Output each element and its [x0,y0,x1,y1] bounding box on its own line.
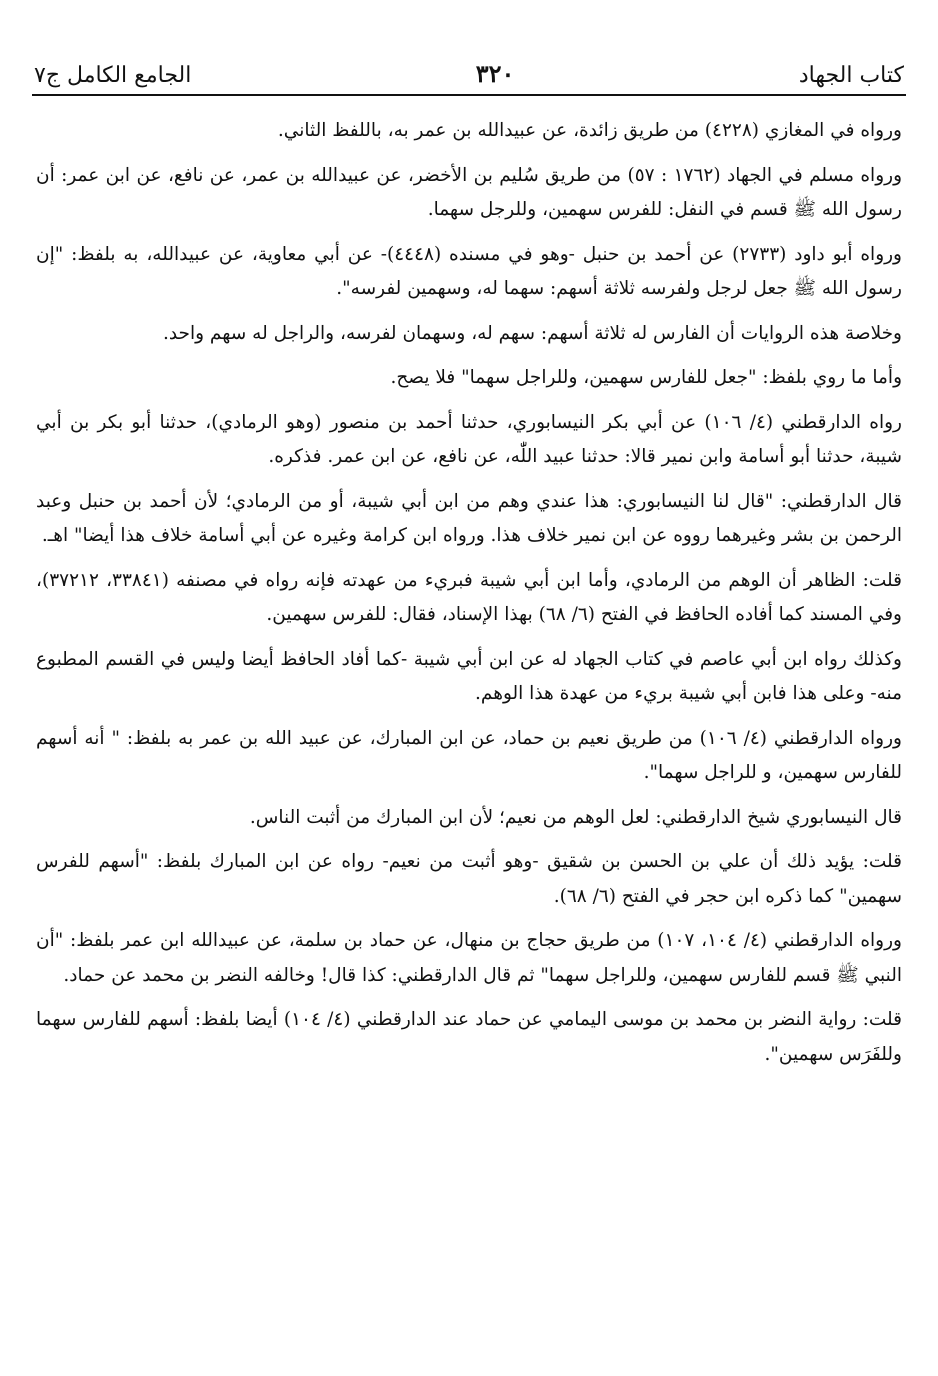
paragraph: وخلاصة هذه الروايات أن الفارس له ثلاثة أسهم: سهم له، وسهمان لفرسه، والراجل له سهم واحد. [162,322,902,344]
paragraph: ورواه الدارقطني (٤/ ١٠٦) من طريق نعيم بن حماد، عن ابن المبارك، عن عبيد الله بن عمر به بلفظ: " أنه أسهم للفارس سهمين، و للراجل سهما". [36,727,902,783]
book-title: الجامع الكامل ج٧ [34,63,192,88]
paragraph: قال الدارقطني: "قال لنا النيسابوري: هذا عندي وهم من ابن أبي شيبة، أو من الرمادي؛ لأن أحمد بن حنبل وعبد الرحمن بن بشر وغيرهما رووه عن ابن نمير خلاف هذا. ورواه ابن كرامة وغيره عن أبي أسامة خلاف هذا أيضا" اهـ. [36,490,902,546]
paragraph: ورواه الدارقطني (٤/ ١٠٤، ١٠٧) من طريق حجاج بن منهال، عن حماد بن سلمة، عن عبيدالله ابن عمر بلفظ: "أن النبي ﷺ قسم للفارس سهمين، وللراجل سهما" ثم قال الدارقطني: كذا قال! وخالفه النضر بن محمد عن حماد. [36,930,902,986]
paragraph: قلت: الظاهر أن الوهم من الرمادي، وأما ابن أبي شيبة فبريء من عهدته فإنه رواه في مصنفه (٣٣٨٤١، ٣٧٢١٢)، وفي المسند كما أفاده الحافظ في الفتح (٦/ ٦٨) بهذا الإسناد، فقال: للفرس سهمين. [36,569,902,625]
chapter-title: كتاب الجهاد [798,63,904,88]
paragraph: ورواه أبو داود (٢٧٣٣) عن أحمد بن حنبل -وهو في مسنده (٤٤٤٨)- عن أبي معاوية، عن عبيدالله، به بلفظ: "إن رسول الله ﷺ جعل لرجل ولفرسه ثلاثة أسهم: سهما له، وسهمين لفرسه". [36,243,902,299]
paragraph: قلت: رواية النضر بن محمد بن موسى اليمامي عن حماد عند الدارقطني (٤/ ١٠٤) أيضا بلفظ: أسهم للفارس سهما وللفَرَس سهمين". [36,1009,902,1065]
paragraph: وكذلك رواه ابن أبي عاصم في كتاب الجهاد له عن ابن أبي شيبة -كما أفاد الحافظ أيضا وليس في القسم المطبوع منه- وعلى هذا فابن أبي شيبة بريء من عهدة هذا الوهم. [36,648,902,704]
page-number: ٣٢٠ [475,59,515,88]
paragraph: قلت: يؤيد ذلك أن علي بن الحسن بن شقيق -وهو أثبت من نعيم- رواه عن ابن المبارك بلفظ: "أسهم للفرس سهمين" كما ذكره ابن حجر في الفتح (٦/ ٦٨). [36,851,902,907]
paragraph: ورواه في المغازي (٤٢٢٨) من طريق زائدة، عن عبيدالله بن عمر به، باللفظ الثاني. [277,120,902,141]
paragraph: وأما ما روي بلفظ: "جعل للفارس سهمين، وللراجل سهما" فلا يصح. [390,367,902,388]
running-header [32,50,906,96]
paragraph: قال النيسابوري شيخ الدارقطني: لعل الوهم من نعيم؛ لأن ابن المبارك من أثبت الناس. [249,806,902,828]
book-page [32,50,906,1082]
paragraph: رواه الدارقطني (٤/ ١٠٦) عن أبي بكر النيسابوري، حدثنا أحمد بن منصور (وهو الرمادي)، حدثنا أبو بكر بن أبي شيبة، حدثنا أبو أسامة وابن نمير قالا: حدثنا عبيد اللّٰه، عن نافع، عن ابن عمر. فذكره. [36,411,902,467]
body-text [32,114,906,1072]
paragraph: ورواه مسلم في الجهاد (١٧٦٢ : ٥٧) من طريق سُليم بن الأخضر، عن عبيدالله بن عمر، عن نافع، عن ابن عمر: أن رسول الله ﷺ قسم في النفل: للفرس سهمين، وللرجل سهما. [36,164,903,220]
